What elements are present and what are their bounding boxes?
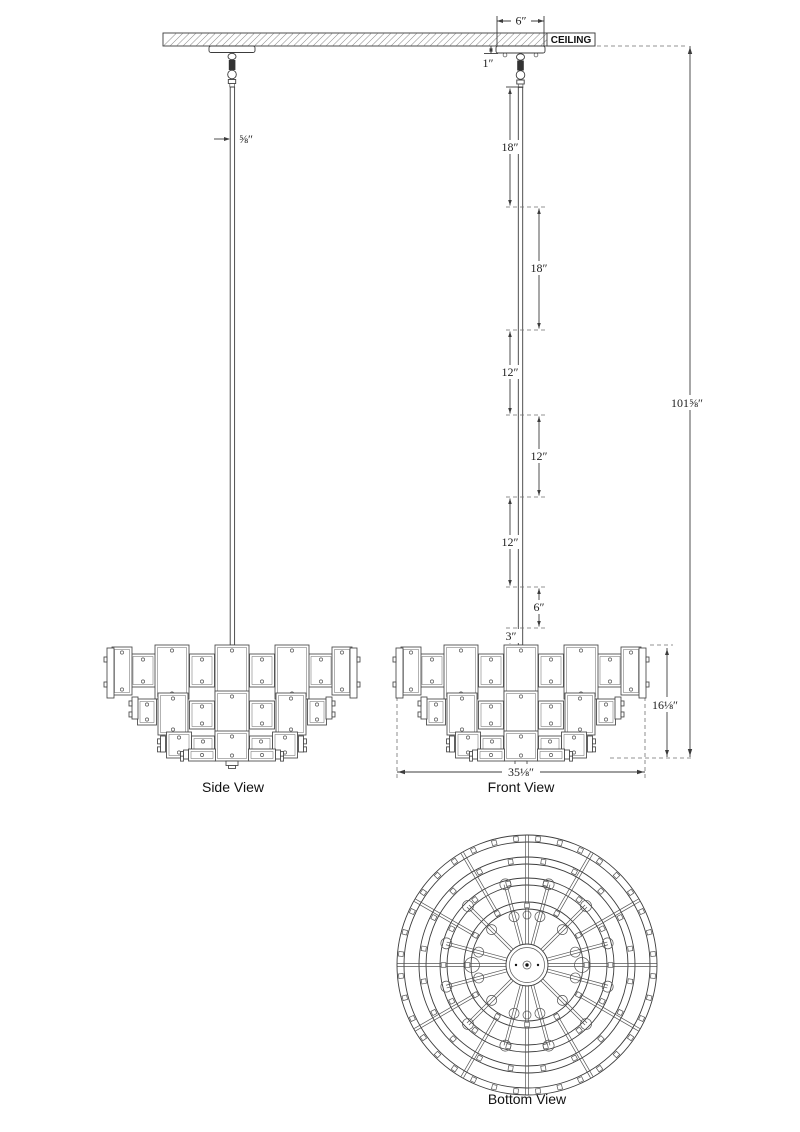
- ring-tab: [651, 951, 656, 956]
- arrowhead: [508, 332, 512, 338]
- axis-socket: [523, 911, 531, 919]
- edge-tab: [593, 747, 596, 752]
- ring-tab: [470, 847, 476, 853]
- edge-tab: [447, 739, 450, 744]
- socket: [487, 925, 497, 935]
- edge-tab: [646, 657, 649, 662]
- hatch-line: [385, 34, 397, 46]
- edge-strip: [184, 750, 189, 759]
- ring-tab: [554, 1013, 560, 1019]
- inner-spoke: [531, 986, 547, 1046]
- hatch-line: [535, 34, 547, 46]
- front-hanger-slug: [517, 61, 524, 71]
- hatch-line: [444, 34, 456, 46]
- ring-tab: [402, 995, 408, 1001]
- socket: [487, 995, 497, 1005]
- bottom-view-drawing: [397, 835, 657, 1095]
- hatch-line: [528, 34, 540, 46]
- panel: [504, 731, 538, 761]
- dim-rod-segment-1: 18″: [530, 261, 548, 275]
- arrowhead: [508, 580, 512, 586]
- hatch-line: [333, 34, 345, 46]
- edge-strip: [299, 736, 304, 752]
- socket: [474, 973, 484, 983]
- dim-rod-segment-4: 12″: [501, 535, 519, 549]
- arrowhead: [538, 19, 544, 23]
- inner-spoke: [507, 986, 523, 1046]
- panel: [420, 654, 445, 687]
- ring-tab: [476, 869, 482, 875]
- hatch-line: [457, 34, 469, 46]
- front-canopy-hole-right: [534, 53, 538, 57]
- arrowhead: [665, 649, 669, 655]
- hatch-line: [411, 34, 423, 46]
- hatch-line: [483, 34, 495, 46]
- ring-tab: [508, 1066, 513, 1071]
- panel: [478, 749, 505, 761]
- front-hanger-collar: [517, 80, 524, 84]
- edge-tab: [646, 682, 649, 687]
- panel: [155, 645, 189, 699]
- arrowhead: [508, 89, 512, 95]
- socket: [474, 947, 484, 957]
- hub-side-dot: [515, 964, 517, 966]
- hatch-line: [353, 34, 365, 46]
- hub-center-dot: [525, 963, 528, 966]
- inner-spoke: [504, 985, 520, 1045]
- socket: [509, 912, 519, 922]
- hatch-line: [515, 34, 527, 46]
- ring-tab: [617, 914, 623, 920]
- socket: [557, 925, 567, 935]
- edge-strip: [565, 750, 570, 759]
- dim-canopy-width: 6″: [515, 13, 527, 28]
- hatch-line: [307, 34, 319, 46]
- hatch-line: [450, 34, 462, 46]
- edge-strip: [161, 736, 166, 752]
- panel: [249, 749, 276, 761]
- socket: [581, 900, 592, 911]
- edge-strip: [326, 697, 332, 719]
- edge-tab: [447, 747, 450, 752]
- ring-tab: [409, 908, 415, 914]
- side-rod: [230, 87, 234, 645]
- ring-tab: [599, 998, 605, 1004]
- socket: [535, 1008, 545, 1018]
- hatch-line: [177, 34, 189, 46]
- edge-tab: [418, 701, 421, 706]
- dim-overall-height: 101⅝″: [671, 396, 703, 410]
- hatch-line: [418, 34, 430, 46]
- hatch-line: [522, 34, 534, 46]
- hatch-line: [320, 34, 332, 46]
- ring-tab: [491, 840, 497, 846]
- hatch-line: [372, 34, 384, 46]
- ring-tab: [608, 963, 613, 968]
- ring-tab: [398, 951, 403, 956]
- ring-tab: [575, 932, 581, 938]
- ring-tab: [441, 963, 446, 968]
- edge-tab: [570, 756, 573, 761]
- panel: [276, 693, 306, 735]
- arrowhead: [665, 750, 669, 756]
- inner-spoke: [534, 985, 550, 1045]
- ring-tab: [491, 1084, 497, 1090]
- ceiling-hatch: [164, 34, 592, 46]
- hub-side-dot: [537, 964, 539, 966]
- ring-tab: [409, 1015, 415, 1021]
- ring-tab: [575, 992, 581, 998]
- ring-tab: [584, 963, 589, 968]
- ring-tab: [541, 1066, 546, 1071]
- edge-tab: [281, 756, 284, 761]
- arrowhead: [508, 408, 512, 414]
- inner-spoke: [507, 884, 523, 944]
- edge-tab: [304, 739, 307, 744]
- bottom-finial-tab: [229, 766, 236, 769]
- ring-tab: [421, 946, 426, 951]
- inner-spoke: [447, 942, 507, 958]
- hatch-line: [392, 34, 404, 46]
- hatch-line: [301, 34, 313, 46]
- edge-strip: [615, 697, 621, 719]
- socket: [462, 900, 473, 911]
- socket: [509, 1008, 519, 1018]
- hatch-line: [346, 34, 358, 46]
- ring-tab: [449, 926, 455, 932]
- ring-tab: [470, 1077, 476, 1083]
- ring-tab: [536, 836, 541, 841]
- arrowhead: [497, 19, 503, 23]
- inner-spoke: [504, 885, 520, 945]
- hatch-line: [398, 34, 410, 46]
- edge-tab: [621, 701, 624, 706]
- arrowhead: [688, 749, 692, 756]
- ring-tab: [513, 836, 518, 841]
- dim-canopy-height: 1″: [482, 56, 494, 70]
- arrowhead: [537, 323, 541, 329]
- socket: [570, 973, 580, 983]
- hatch-line: [470, 34, 482, 46]
- panel: [190, 654, 215, 687]
- ceiling-label: CEILING: [550, 35, 592, 46]
- edge-strip: [396, 648, 403, 698]
- ring-tab: [557, 840, 563, 846]
- inner-spoke: [547, 972, 607, 988]
- hatch-line: [203, 34, 215, 46]
- ring-tab: [431, 1009, 437, 1015]
- panel: [598, 654, 623, 687]
- panel: [189, 749, 216, 761]
- hatch-line: [359, 34, 371, 46]
- hatch-line: [236, 34, 248, 46]
- dim-rod-segment-6: 3″: [505, 629, 517, 643]
- edge-strip: [132, 697, 138, 719]
- hatch-line: [489, 34, 501, 46]
- hatch-line: [216, 34, 228, 46]
- dim-rod-segment-2: 12″: [501, 365, 519, 379]
- bottom-view-label: Bottom View: [487, 1091, 567, 1107]
- panel: [565, 693, 595, 735]
- hatch-line: [242, 34, 254, 46]
- arrowhead: [508, 200, 512, 206]
- side-hanger-loop: [228, 53, 236, 59]
- edge-tab: [332, 712, 335, 717]
- hatch-line: [327, 34, 339, 46]
- hatch-line: [229, 34, 241, 46]
- edge-tab: [593, 739, 596, 744]
- panel: [564, 645, 598, 699]
- ring-tab: [628, 979, 633, 984]
- ring-tab: [398, 974, 403, 979]
- ceiling-bar: [163, 33, 595, 46]
- side-hanger-slug: [229, 60, 236, 70]
- inner-spoke: [531, 884, 547, 944]
- ring-tab: [449, 998, 455, 1004]
- arrowhead: [637, 770, 644, 774]
- ring-tab: [617, 1009, 623, 1015]
- side-hanger-collar: [228, 80, 235, 84]
- bottom-finial: [226, 761, 238, 766]
- hatch-line: [190, 34, 202, 46]
- front-hanger-loop: [517, 54, 525, 60]
- panel: [309, 654, 334, 687]
- ring-tab: [508, 859, 513, 864]
- ring-tab: [646, 929, 652, 935]
- edge-tab: [104, 682, 107, 687]
- dim-fixture-height: 16⅛″: [652, 698, 678, 712]
- edge-tab: [470, 756, 473, 761]
- ring-tab: [525, 903, 530, 908]
- hatch-line: [424, 34, 436, 46]
- hatch-line: [294, 34, 306, 46]
- ring-tab: [421, 979, 426, 984]
- hatch-line: [340, 34, 352, 46]
- edge-tab: [158, 739, 161, 744]
- arrowhead: [688, 47, 692, 54]
- dim-fixture-diameter: 35⅛″: [508, 765, 534, 779]
- edge-strip: [350, 648, 357, 698]
- edge-strip: [421, 697, 427, 719]
- edge-tab: [181, 756, 184, 761]
- dim-rod-diameter: ⅝″: [239, 132, 253, 146]
- inner-spoke: [447, 972, 507, 988]
- socket: [535, 912, 545, 922]
- inner-spoke: [534, 885, 550, 945]
- hatch-line: [223, 34, 235, 46]
- inner-spoke: [547, 942, 607, 958]
- arrowhead: [398, 770, 405, 774]
- ring-tab: [628, 946, 633, 951]
- ring-tab: [646, 995, 652, 1001]
- edge-tab: [104, 657, 107, 662]
- ring-tab: [599, 926, 605, 932]
- hatch-line: [184, 34, 196, 46]
- socket: [462, 1019, 473, 1030]
- panel: [447, 693, 477, 735]
- edge-strip: [473, 750, 478, 759]
- side-hanger-nut: [230, 84, 235, 88]
- hatch-line: [463, 34, 475, 46]
- panel: [479, 654, 504, 687]
- edge-tab: [357, 682, 360, 687]
- edge-strip: [450, 736, 455, 752]
- edge-strip: [276, 750, 281, 759]
- hatch-line: [366, 34, 378, 46]
- ring-tab: [639, 1015, 645, 1021]
- arrowhead: [224, 137, 230, 141]
- panel: [250, 654, 275, 687]
- socket: [570, 947, 580, 957]
- front-view-label: Front View: [487, 779, 555, 795]
- hatch-line: [249, 34, 261, 46]
- panel: [131, 654, 156, 687]
- socket: [581, 1019, 592, 1030]
- edge-tab: [621, 712, 624, 717]
- arrowhead: [537, 209, 541, 215]
- hatch-line: [314, 34, 326, 46]
- ring-tab: [402, 929, 408, 935]
- axis-socket: [523, 1011, 531, 1019]
- dim-rod-segment-5: 6″: [533, 600, 545, 614]
- ring-tab: [557, 1084, 563, 1090]
- edge-strip: [107, 648, 114, 698]
- arrowhead: [537, 417, 541, 423]
- ring-tab: [465, 963, 470, 968]
- front-canopy-hole-left: [503, 53, 507, 57]
- side-canopy: [209, 46, 255, 53]
- hatch-line: [255, 34, 267, 46]
- side-view-label: Side View: [201, 779, 265, 795]
- panel: [158, 693, 188, 735]
- hatch-line: [437, 34, 449, 46]
- front-hanger-ball: [516, 71, 525, 80]
- edge-tab: [393, 657, 396, 662]
- panel: [538, 749, 565, 761]
- hatch-line: [171, 34, 183, 46]
- ring-tab: [571, 869, 577, 875]
- side-hanger-ball: [228, 70, 237, 79]
- hatch-line: [268, 34, 280, 46]
- front-canopy: [496, 46, 545, 53]
- panel: [215, 731, 249, 761]
- ring-tab: [554, 910, 560, 916]
- edge-tab: [393, 682, 396, 687]
- socket: [557, 995, 567, 1005]
- ring-tab: [472, 932, 478, 938]
- edge-tab: [357, 657, 360, 662]
- dim-rod-segment-3: 12″: [530, 449, 548, 463]
- hatch-line: [502, 34, 514, 46]
- ring-tab: [476, 1055, 482, 1061]
- ring-tab: [571, 1055, 577, 1061]
- hatch-line: [275, 34, 287, 46]
- edge-tab: [418, 712, 421, 717]
- hatch-line: [431, 34, 443, 46]
- ring-tab: [541, 859, 546, 864]
- hatch-line: [281, 34, 293, 46]
- edge-tab: [158, 747, 161, 752]
- panel: [539, 654, 564, 687]
- hatch-line: [379, 34, 391, 46]
- arrowhead: [508, 499, 512, 505]
- ring-tab: [494, 910, 500, 916]
- panel: [275, 645, 309, 699]
- front-fixture-drawing: [393, 645, 649, 769]
- ring-tab: [431, 914, 437, 920]
- hatch-line: [476, 34, 488, 46]
- ring-tab: [494, 1013, 500, 1019]
- ring-tab: [577, 1077, 583, 1083]
- arrowhead: [537, 490, 541, 496]
- ring-tab: [525, 1022, 530, 1027]
- edge-tab: [332, 701, 335, 706]
- hatch-line: [197, 34, 209, 46]
- dim-rod-segment-0: 18″: [501, 140, 519, 154]
- hatch-line: [288, 34, 300, 46]
- hatch-line: [210, 34, 222, 46]
- front-view-suspension: [496, 46, 545, 645]
- arrowhead: [537, 621, 541, 627]
- hatch-line: [405, 34, 417, 46]
- hatch-line: [262, 34, 274, 46]
- edge-strip: [588, 736, 593, 752]
- arrowhead: [537, 589, 541, 595]
- ring-tab: [639, 908, 645, 914]
- ring-tab: [472, 992, 478, 998]
- side-fixture-drawing: [104, 645, 360, 769]
- hatch-line: [509, 34, 521, 46]
- edge-tab: [129, 712, 132, 717]
- ring-tab: [577, 847, 583, 853]
- labels-layer: [202, 14, 707, 1108]
- ring-tab: [651, 974, 656, 979]
- panel: [444, 645, 478, 699]
- edge-tab: [304, 747, 307, 752]
- edge-tab: [129, 701, 132, 706]
- hatch-line: [164, 34, 176, 46]
- edge-strip: [639, 648, 646, 698]
